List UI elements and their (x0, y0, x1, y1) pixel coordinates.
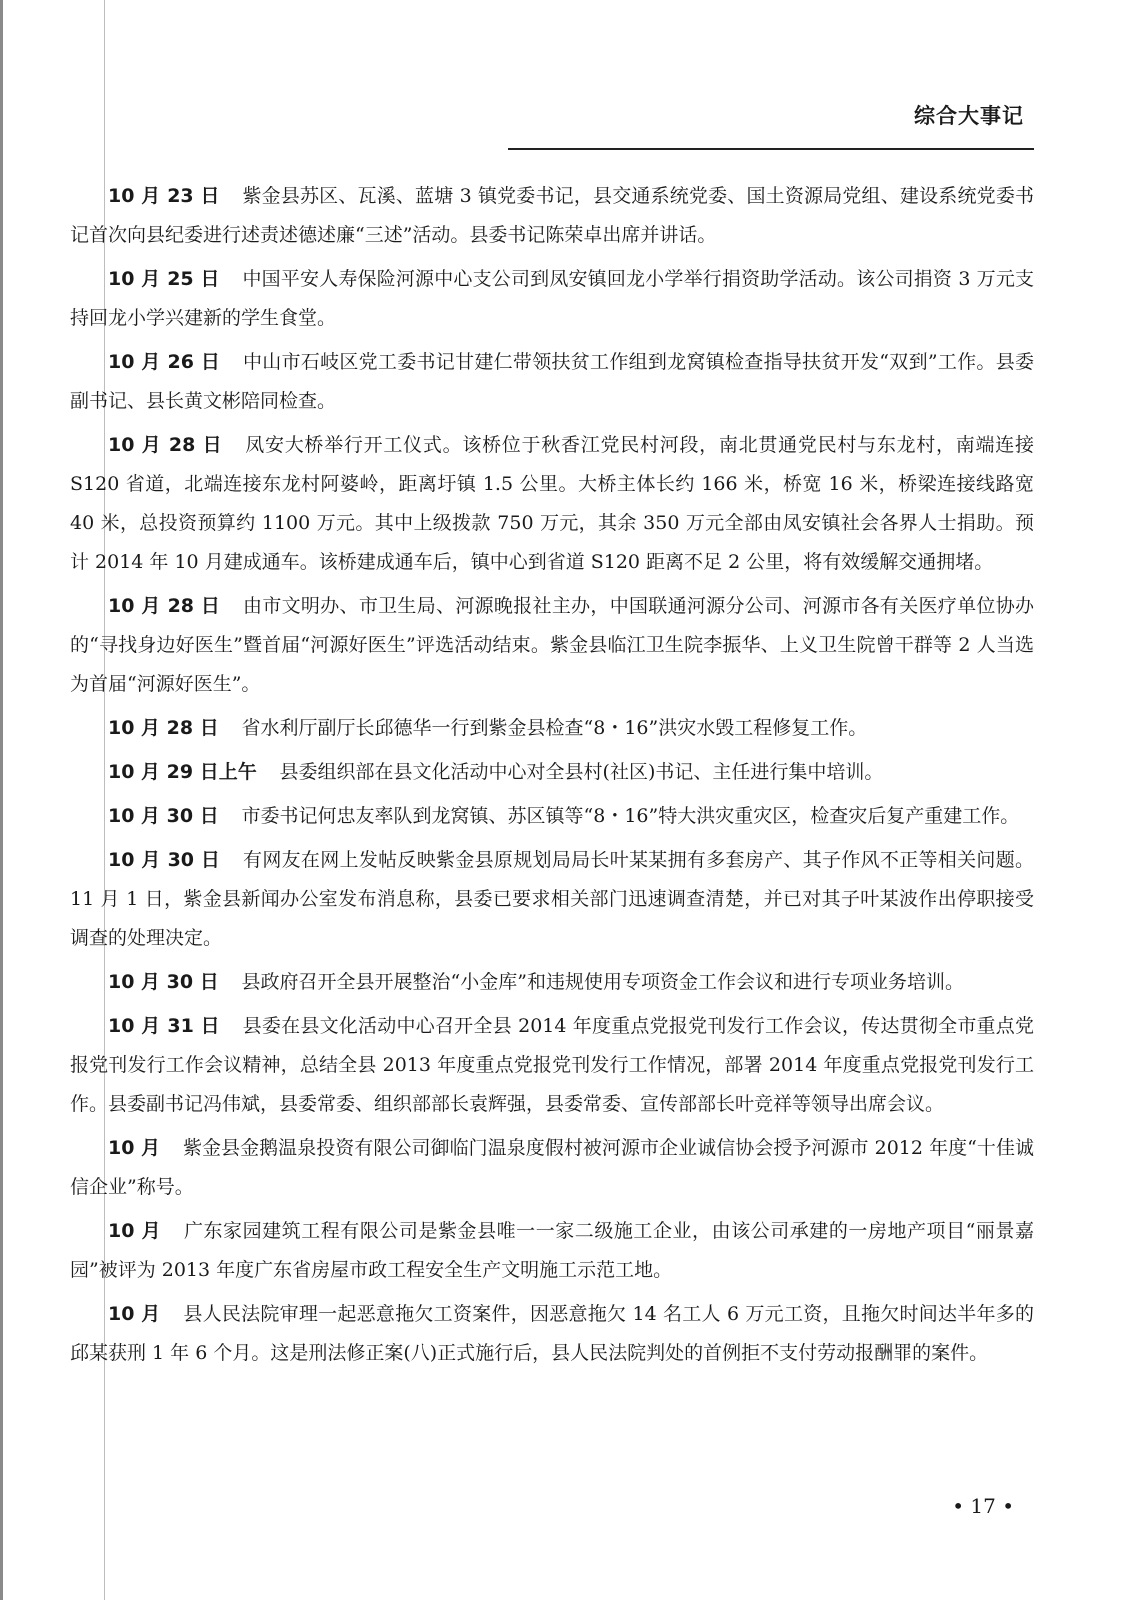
entry-date: 10 月 30 日 (108, 849, 221, 871)
chronicle-entry (70, 1295, 1034, 1373)
chronicle-entry (70, 343, 1034, 421)
entry-date: 10 月 30 日 (108, 971, 219, 993)
entry-text: 县委组织部在县文化活动中心对全县村(社区)书记、主任进行集中培训。 (279, 761, 884, 783)
running-header: 综合大事记 (914, 104, 1024, 128)
entry-date: 10 月 (108, 1303, 161, 1325)
entry-text: 县政府召开全县开展整治“小金库”和违规使用专项资金工作会议和进行专项业务培训。 (241, 971, 964, 993)
chronicle-entry (70, 841, 1034, 958)
entry-date: 10 月 31 日 (108, 1015, 220, 1037)
entry-text: 县委在县文化活动中心召开全县 2014 年度重点党报党刊发行工作会议，传达贯彻全市重点党报党刊发行工作会议精神，总结全县 2013 年度重点党报党刊发行工作情况，部署 2014 年度重点党报党刊发行工作。县委副书记冯伟斌，县委常委、组织部部长袁辉强，县委常委、宣传部部长叶竞祥等领导出席会议。 (70, 1015, 1034, 1115)
entry-date: 10 月 30 日 (108, 805, 219, 827)
entry-text: 市委书记何忠友率队到龙窝镇、苏区镇等“8・16”特大洪灾重灾区，检查灾后复产重建工作。 (241, 805, 1020, 827)
entry-date: 10 月 29 日上午 (108, 761, 257, 783)
chronicle-entry (70, 797, 1034, 836)
entry-text: 省水利厅副厅长邱德华一行到紫金县检查“8・16”洪灾水毁工程修复工作。 (241, 717, 868, 739)
chronicle-entry (70, 963, 1034, 1002)
entry-date: 10 月 23 日 (108, 185, 220, 207)
chronicle-entry (70, 1212, 1034, 1290)
entry-text: 由市文明办、市卫生局、河源晚报社主办，中国联通河源分公司、河源市各有关医疗单位协办的“寻找身边好医生”暨首届“河源好医生”评选活动结束。紫金县临江卫生院李振华、上义卫生院曾干群等 2 人当选为首届“河源好医生”。 (70, 595, 1034, 695)
chronicle-entry (70, 1129, 1034, 1207)
entry-text: 凤安大桥举行开工仪式。该桥位于秋香江党民村河段，南北贯通党民村与东龙村，南端连接 S120 省道，北端连接东龙村阿婆岭，距离圩镇 1.5 公里。大桥主体长约 166 米，桥宽 16 米，桥梁连接线路宽 40 米，总投资预算约 1100 万元。其中上级拨款 750 万元，其余 350 万元全部由凤安镇社会各界人士捐助。预计 2014 年 10 月建成通车。该桥建成通车后，镇中心到省道 S120 距离不足 2 公里，将有效缓解交通拥堵。 (70, 434, 1034, 573)
entry-date: 10 月 (108, 1220, 162, 1242)
header-rule (508, 148, 1034, 150)
entry-date: 10 月 26 日 (108, 351, 221, 373)
chronicle-entry (70, 1007, 1034, 1124)
entry-date: 10 月 28 日 (108, 595, 221, 617)
chronicle-entry (70, 753, 1034, 792)
entry-text: 紫金县苏区、瓦溪、蓝塘 3 镇党委书记，县交通系统党委、国土资源局党组、建设系统党委书记首次向县纪委进行述责述德述廉“三述”活动。县委书记陈荣卓出席并讲话。 (70, 185, 1035, 246)
entry-text: 中国平安人寿保险河源中心支公司到凤安镇回龙小学举行捐资助学活动。该公司捐资 3 万元支持回龙小学兴建新的学生食堂。 (70, 268, 1035, 329)
entry-date: 10 月 (108, 1137, 161, 1159)
entry-date: 10 月 28 日 (108, 434, 223, 456)
page-number: • 17 • (952, 1494, 1014, 1518)
binding-edge (0, 0, 3, 1600)
chronicle-entry (70, 587, 1034, 704)
chronicle-body (70, 177, 1034, 1378)
chronicle-entry (70, 260, 1034, 338)
entry-text: 中山市石岐区党工委书记甘建仁带领扶贫工作组到龙窝镇检查指导扶贫开发“双到”工作。县委副书记、县长黄文彬陪同检查。 (70, 351, 1034, 412)
entry-date: 10 月 28 日 (108, 717, 219, 739)
entry-text: 有网友在网上发帖反映紫金县原规划局局长叶某某拥有多套房产、其子作风不正等相关问题。11 月 1 日，紫金县新闻办公室发布消息称，县委已要求相关部门迅速调查清楚，并已对其子叶某波作出停职接受调查的处理决定。 (70, 849, 1034, 949)
entry-text: 紫金县金鹅温泉投资有限公司御临门温泉度假村被河源市企业诚信协会授予河源市 2012 年度“十佳诚信企业”称号。 (70, 1137, 1034, 1198)
chronicle-entry (70, 426, 1034, 582)
chronicle-entry (70, 709, 1034, 748)
chronicle-entry (70, 177, 1034, 255)
entry-date: 10 月 25 日 (108, 268, 220, 290)
entry-text: 县人民法院审理一起恶意拖欠工资案件，因恶意拖欠 14 名工人 6 万元工资，且拖欠时间达半年多的邱某获刑 1 年 6 个月。这是刑法修正案(八)正式施行后，县人民法院判处的首例拒不支付劳动报酬罪的案件。 (70, 1303, 1034, 1364)
entry-text: 广东家园建筑工程有限公司是紫金县唯一一家二级施工企业，由该公司承建的一房地产项目“丽景嘉园”被评为 2013 年度广东省房屋市政工程安全生产文明施工示范工地。 (70, 1220, 1034, 1281)
